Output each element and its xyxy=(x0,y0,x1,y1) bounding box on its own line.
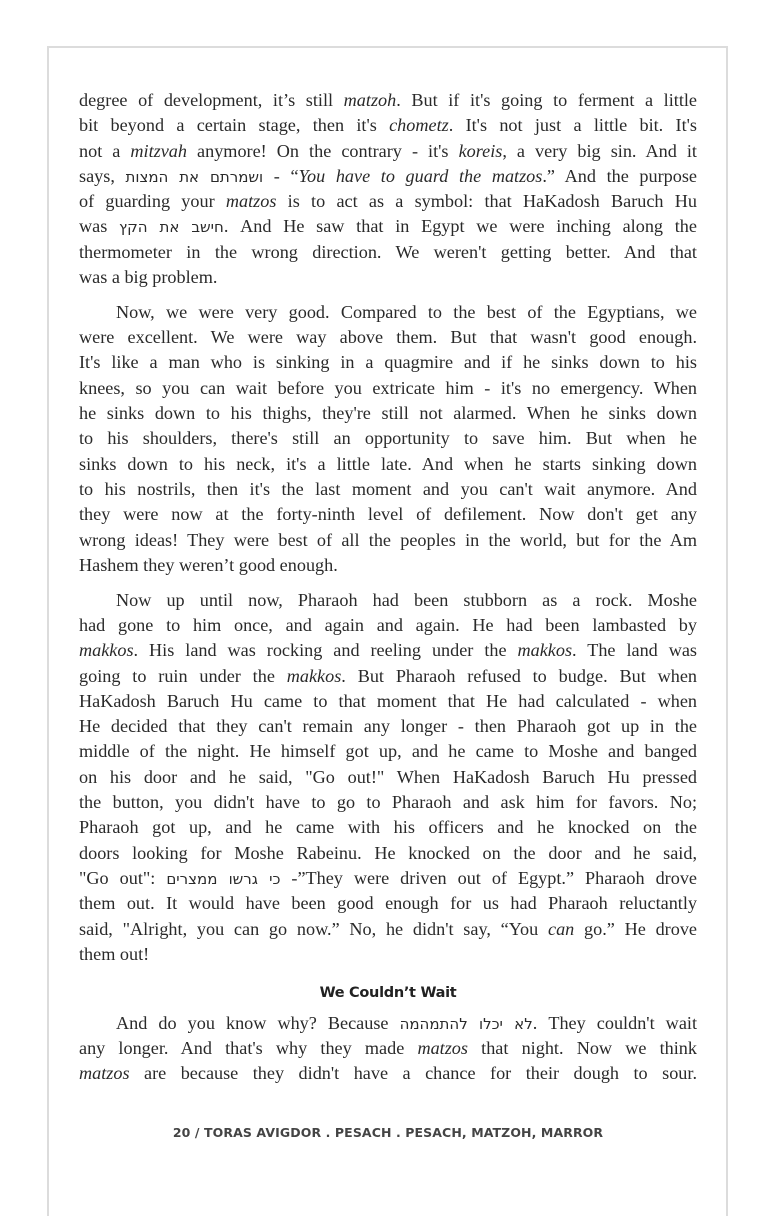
text-run: were excellent. We were way above them. But that wasn't good enough. xyxy=(79,327,697,348)
text-line xyxy=(79,866,697,891)
text-run: wrong ideas! They were best of all the peoples in the world, but for the Am xyxy=(79,529,697,550)
text-run: are because they didn't have a chance for their dough to sour. xyxy=(129,1063,697,1084)
text-run: is to act as a symbol: that HaKadosh Baruch Hu xyxy=(276,191,698,212)
text-line xyxy=(79,714,697,739)
text-line xyxy=(79,502,697,527)
italic-term: makkos xyxy=(286,665,342,686)
text-run: to his shoulders, there's still an opportunity to save him. But when he xyxy=(79,428,697,449)
text-run: -”They were driven out of Egypt.” Pharaoh drove xyxy=(280,867,697,888)
text-line xyxy=(79,553,697,578)
hebrew-quote: ושמרתם את המצות xyxy=(125,167,264,186)
text-run: was a big problem. xyxy=(79,267,218,288)
text-line xyxy=(79,841,697,866)
text-line xyxy=(79,891,697,916)
text-line xyxy=(79,265,697,290)
text-line xyxy=(79,401,697,426)
text-line xyxy=(79,528,697,553)
text-run: that night. Now we think xyxy=(467,1037,697,1058)
text-run: And do you know why? Because xyxy=(116,1012,400,1033)
paragraph xyxy=(79,88,697,290)
text-run: . But Pharaoh refused to budge. But when xyxy=(341,665,697,686)
text-run: them out. It would have been good enough for us had Pharaoh reluctantly xyxy=(79,893,697,914)
text-run: had gone to him once, and again and again. He had been lambasted by xyxy=(79,614,697,635)
text-run: , a very big sin. And it xyxy=(502,140,697,161)
text-run: . They couldn't wait xyxy=(532,1012,697,1033)
text-line xyxy=(79,350,697,375)
text-line xyxy=(79,477,697,502)
hebrew-quote: כי גרשו ממצרים xyxy=(166,869,281,888)
body-text xyxy=(79,88,697,1096)
text-line xyxy=(79,214,697,239)
text-run: .” And the purpose xyxy=(542,165,698,186)
text-run: going to ruin under the xyxy=(79,665,287,686)
text-run: . But if it's going to ferment a little xyxy=(396,90,698,110)
text-line xyxy=(79,240,697,265)
text-run: . It's not just a little bit. It's xyxy=(448,115,697,136)
text-run: Pharaoh got up, and he came with his officers and he knocked on the xyxy=(79,817,697,838)
text-line xyxy=(79,815,697,840)
text-line xyxy=(79,765,697,790)
paragraph xyxy=(79,588,697,967)
text-run: . And He saw that in Egypt we were inching along the xyxy=(223,216,697,237)
text-run: Hashem they weren’t good enough. xyxy=(79,554,338,575)
text-line xyxy=(79,1011,697,1036)
text-run: Now, we were very good. Compared to the best of the Egyptians, we xyxy=(116,301,697,322)
paragraph xyxy=(79,300,697,578)
text-run: go.” He drove xyxy=(574,918,697,939)
text-line xyxy=(79,325,697,350)
italic-term: mitzvah xyxy=(130,140,187,161)
text-run: HaKadosh Baruch Hu came to that moment that He had calculated - when xyxy=(79,690,697,711)
section-heading: We Couldn’t Wait xyxy=(319,984,457,1001)
text-run: not a xyxy=(79,140,131,161)
page-footer: 20 / TORAS AVIGDOR . PESACH . PESACH, MATZOH, MARROR xyxy=(172,1125,604,1140)
paragraph xyxy=(79,1011,697,1087)
text-run: on his door and he said, "Go out!" When HaKadosh Baruch Hu pressed xyxy=(79,766,697,787)
text-run: . The land was xyxy=(572,640,698,661)
text-run: knees, so you can wait before you extricate him - it's no emergency. When xyxy=(79,377,697,398)
text-run: He decided that they can't remain any longer - then Pharaoh got up in the xyxy=(79,716,697,737)
text-line xyxy=(79,452,697,477)
text-run: he sinks down to his thighs, they're still not alarmed. When he sinks down xyxy=(79,403,697,424)
text-run: anymore! On the contrary - it's xyxy=(187,140,459,161)
italic-term: koreis xyxy=(458,140,503,161)
text-run: . His land was rocking and reeling under the xyxy=(133,640,518,661)
text-line xyxy=(79,689,697,714)
text-line xyxy=(79,376,697,401)
text-run: was xyxy=(79,216,120,237)
italic-term: You have to guard the matzos xyxy=(298,165,543,186)
text-run: - “ xyxy=(263,165,299,186)
text-run: doors looking for Moshe Rabeinu. He knocked on the door and he said, xyxy=(79,842,697,863)
hebrew-quote: חישב את הקץ xyxy=(119,218,224,237)
text-line xyxy=(79,189,697,214)
text-run: middle of the night. He himself got up, and he came to Moshe and banged xyxy=(79,741,697,762)
italic-term: chometz xyxy=(389,115,449,136)
text-run: bit beyond a certain stage, then it's xyxy=(79,115,390,136)
text-line xyxy=(79,588,697,613)
italic-term: makkos xyxy=(517,640,573,661)
italic-term: matzoh xyxy=(343,90,397,110)
text-run: any longer. And that's why they made xyxy=(79,1037,418,1058)
text-run: Now up until now, Pharaoh had been stubborn as a rock. Moshe xyxy=(116,589,697,610)
text-run: to his nostrils, then it's the last moment and you can't wait anymore. And xyxy=(79,478,697,499)
text-line xyxy=(79,917,697,942)
text-line xyxy=(79,638,697,663)
text-line xyxy=(79,113,697,138)
text-run: degree of development, it’s still xyxy=(79,90,344,110)
text-run: of guarding your xyxy=(79,191,226,212)
text-run: It's like a man who is sinking in a quagmire and if he sinks down to his xyxy=(79,352,697,373)
italic-term: can xyxy=(548,918,575,939)
text-line xyxy=(79,164,697,189)
text-run: says, xyxy=(79,165,126,186)
text-line xyxy=(79,1036,697,1061)
text-line xyxy=(79,88,697,113)
italic-term: matzos xyxy=(417,1037,468,1058)
text-line xyxy=(79,613,697,638)
text-line xyxy=(79,942,697,967)
text-line xyxy=(79,739,697,764)
text-run: them out! xyxy=(79,943,150,964)
italic-term: matzos xyxy=(79,1063,130,1084)
text-line xyxy=(79,300,697,325)
text-run: thermometer in the wrong direction. We weren't getting better. And that xyxy=(79,241,697,262)
text-line xyxy=(79,139,697,164)
text-run: they were now at the forty-ninth level of defilement. Now don't get any xyxy=(79,504,697,525)
italic-term: makkos xyxy=(79,640,134,661)
text-run: sinks down to his neck, it's a little late. And when he starts sinking down xyxy=(79,453,697,474)
text-run: the button, you didn't have to go to Pharaoh and ask him for favors. No; xyxy=(79,792,697,813)
text-run: "Go out": xyxy=(79,867,167,888)
text-line xyxy=(79,790,697,815)
italic-term: matzos xyxy=(225,191,277,212)
hebrew-quote: לא יכלו להתמהמה xyxy=(399,1014,533,1033)
text-line xyxy=(79,1061,697,1086)
text-line xyxy=(79,426,697,451)
text-line xyxy=(79,664,697,689)
text-run: said, "Alright, you can go now.” No, he didn't say, “You xyxy=(79,918,549,939)
